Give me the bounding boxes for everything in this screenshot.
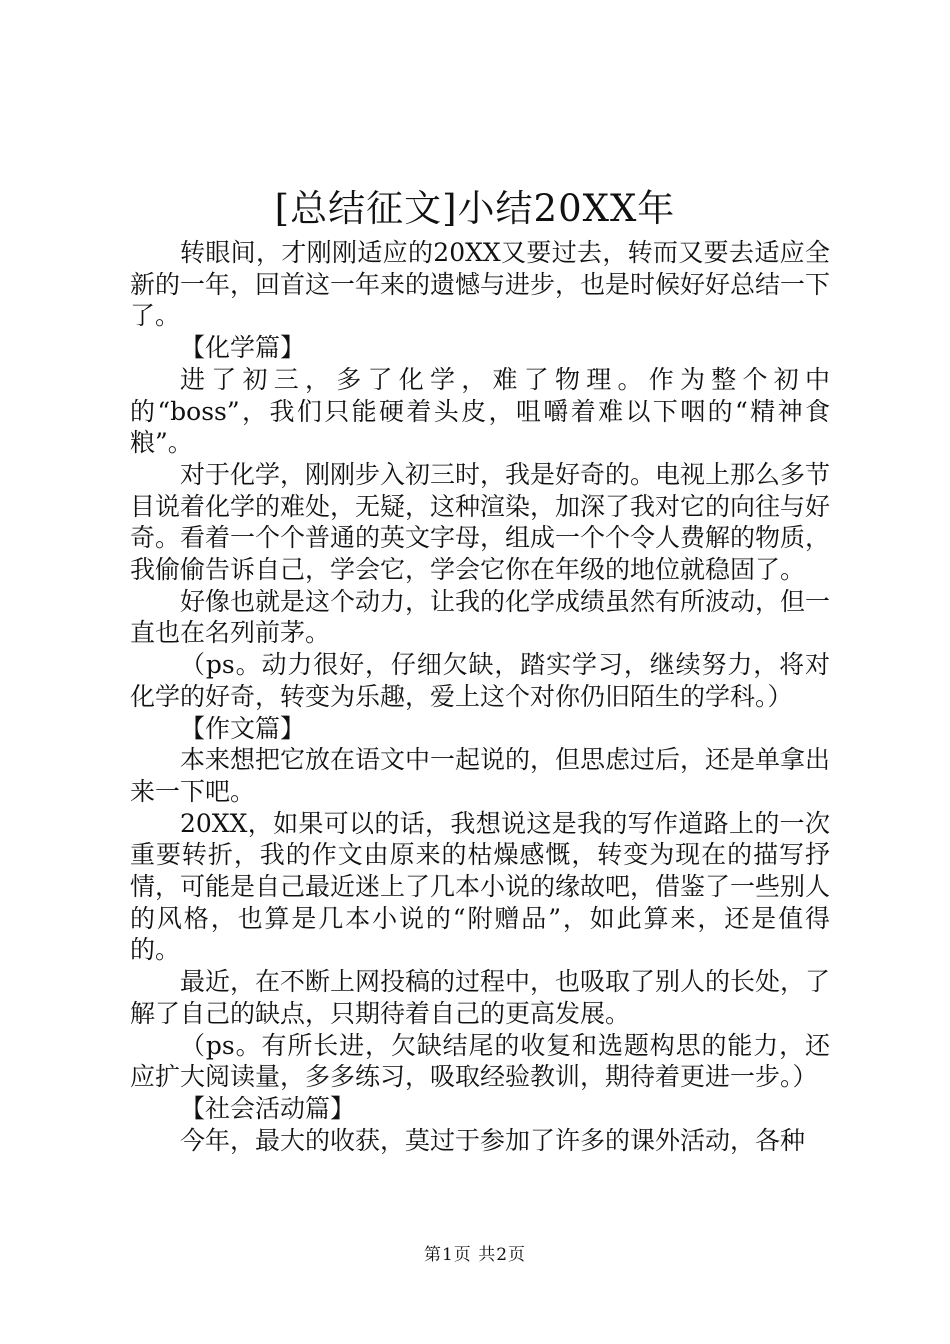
paragraph-writing-ps: （ps。有所长进，欠缺结尾的收复和选题构思的能力，还应扩大阅读量，多多练习，吸取经验教训，期待着更进一步。） xyxy=(130,1030,830,1092)
page-footer: 第1页 共2页 xyxy=(423,1245,527,1265)
section-heading-writing: 【作文篇】 xyxy=(180,713,306,743)
paragraph-chemistry-ps: （ps。动力很好，仔细欠缺，踏实学习，继续努力，将对化学的好奇，转变为乐趣，爱上这个对你仍旧陌生的学科。） xyxy=(130,650,830,711)
paragraph-intro: 转眼间，才刚刚适应的20XX又要过去，转而又要去适应全新的一年，回首这一年来的遗憾与进步，也是时候好好总结一下了。 xyxy=(130,238,831,331)
paragraph-writing-3: 最近，在不断上网投稿的过程中，也吸取了别人的长处，了解了自己的缺点，只期待着自己的更高发展。 xyxy=(130,967,831,1028)
paragraph-chemistry-1: 进了初三，多了化学，难了物理。作为整个初中的“boss”，我们只能硬着头皮，咀嚼着难以下咽的“精神食粮”。 xyxy=(130,364,830,458)
section-heading-social: 【社会活动篇】 xyxy=(180,1093,356,1123)
paragraph-social-1: 今年，最大的收获，莫过于参加了许多的课外活动，各种 xyxy=(180,1125,806,1155)
paragraph-writing-1: 本来想把它放在语文中一起说的，但思虑过后，还是单拿出来一下吧。 xyxy=(130,745,831,806)
paragraph-chemistry-3: 好像也就是这个动力，让我的化学成绩虽然有所波动，但一直也在名列前茅。 xyxy=(130,586,831,648)
document-title: [总结征文]小结20XX年 xyxy=(274,187,676,230)
paragraph-writing-2: 20XX，如果可以的话，我想说这是我的写作道路上的一次重要转折，我的作文由原来的枯燥感慨，转变为现在的描写抒情，可能是自己最近迷上了几本小说的缘故吧，借鉴了一些别人的风格，也算是几本小说的“附赠品”，如此算来，还是值得的。 xyxy=(130,808,831,965)
section-heading-chemistry: 【化学篇】 xyxy=(180,333,306,363)
document-body xyxy=(130,237,830,1156)
paragraph-chemistry-2: 对于化学，刚刚步入初三时，我是好奇的。电视上那么多节目说着化学的难处，无疑，这种渲染，加深了我对它的向往与好奇。看着一个个普通的英文字母，组成一个个令人费解的物质，我偷偷告诉自己，学会它，学会它你在年级的地位就稳固了。 xyxy=(130,459,831,585)
